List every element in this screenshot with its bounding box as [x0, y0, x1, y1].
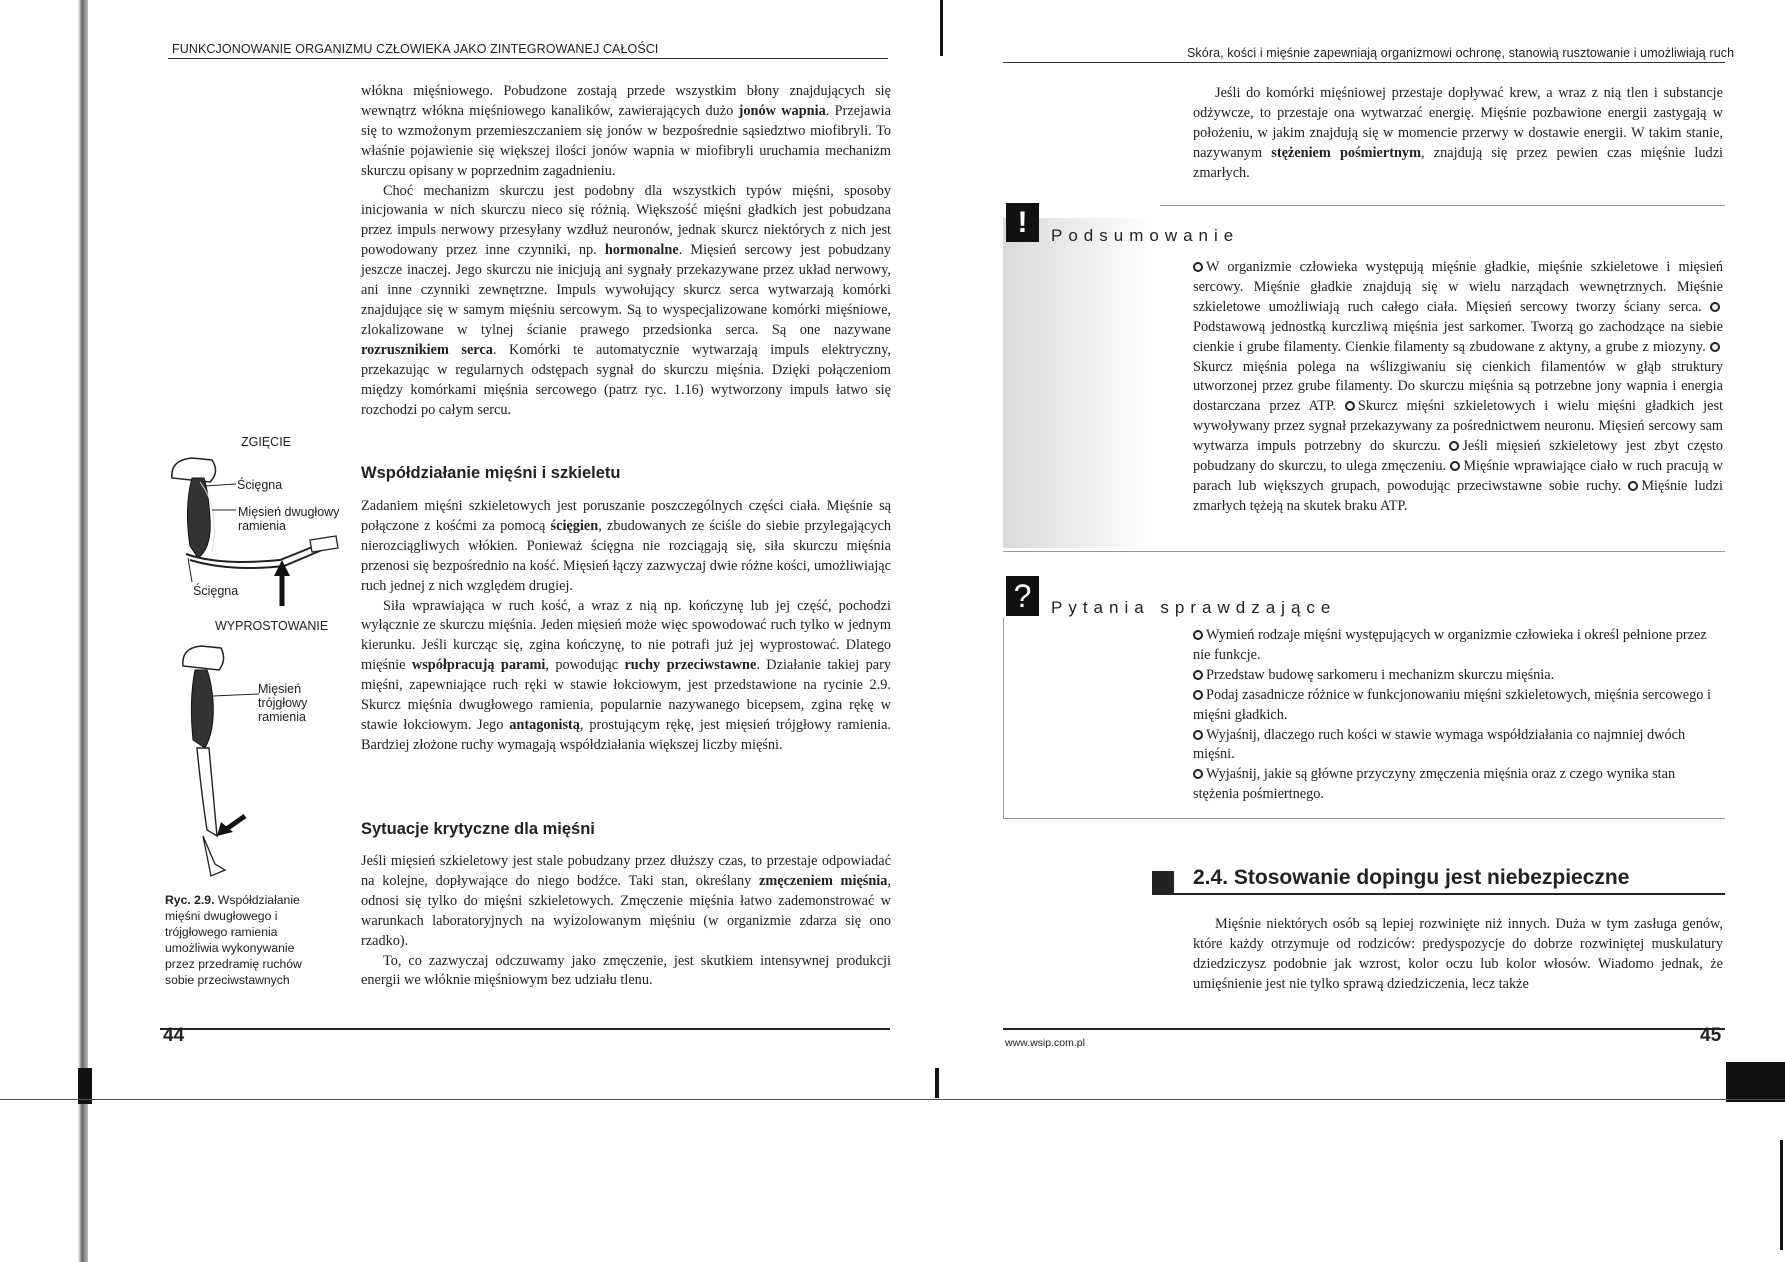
left-footer-rule	[160, 1028, 890, 1030]
question-bullet-icon	[1193, 769, 1203, 779]
section-doping-paragraph: Mięśnie niektórych osób są lepiej rozwinięte niż innych. Duża w tym zasługa genów, które każdy otrzymuje od rodziców: predyspozycje do dobrze rozwiniętej muskulatury dziedziczysz podobnie jak wzrost, kolor oczu lub kolor włosów. Wiadomo jednak, że umięśnienie jest nie tylko sprawą dziedziczenia, lecz także	[1193, 916, 1723, 992]
summary-text: W organizmie człowieka występują mięśnie gładkie, mięśnie szkieletowe i mięsień sercowy. Mięśnie gładkie znajdują się w wielu narządach wewnętrznych. Mięśnie szkieletowe umożliwiają ruch całego ciała. Mięsień sercowy tworzy ściany serca. Podstawową jednostką kurczliwą mięśnia jest sarkomer. Tworzą go zachodzące na siebie cienkie i grube filamenty. Cienkie filamenty są zbudowane z aktyny, a grube z miozyny. Skurcz mięśnia polega na wślizgiwaniu się cienkich filamentów w głąb struktury utworzonej przez grube filamenty. Do skurczu mięśnia są potrzebne jony wapnia i energia dostarczana przez ATP. Skurcz mięśni szkieletowych i wielu mięśni gładkich jest wywoływany przez sygnał przekazywany za pośrednictwem neuronu. Mięsień sercowy sam wytwarza impuls potrzebny do skurczu. Jeśli mięsień szkieletowy jest zbyt często pobudzany do skurczu, to ulega zmęczeniu. Mięśnie wprawiające ciało w ruch pracują w parach lub większych grupach, powodując przeciwstawne sobie ruchy. Mięśnie ludzi zmarłych tężeją na skutek braku ATP.	[1193, 259, 1724, 514]
summary-bullet-icon	[1450, 461, 1460, 471]
question-bullet-icon	[1193, 690, 1203, 700]
summary-title: Podsumowanie	[1051, 226, 1240, 245]
scan-spine-top	[940, 0, 943, 56]
section-title-doping: 2.4. Stosowanie dopingu jest niebezpieczne	[1193, 866, 1630, 889]
question-bullet-icon	[1193, 630, 1203, 640]
figure-label-tendons-top: Ścięgna	[237, 478, 283, 492]
arm-flexion-illustration	[160, 448, 345, 608]
cooperation-paragraph-2: Siła wprawiająca w ruch kość, a wraz z nią np. kończynę lub jej część, pochodzi wyłącznie ze skurczu mięśnia. Jeden mięsień może więc spowodować ruch tylko w jednym kierunku. Jeśli kurcząc się, zgina kończynę, to nie potrafi już jej wyprostować. Dlatego mięśnie współpracują parami, powodując ruchy przeciwstawne. Działanie takiej pary mięśni, zapewniające ruch ręki w stawie łokciowym, jest przedstawione na rycinie 2.9. Skurcz mięśnia dwugłowego ramienia, popularnie nazywanego bicepsem, zgina rękę w stawie łokciowym. Jego antagonistą, prostującym rękę, jest mięsień trójgłowy ramienia. Bardziej złożone ruchy wymagają współdziałania większej liczby mięśni.	[361, 597, 892, 753]
cooperation-paragraph-1: Zadaniem mięśni szkieletowych jest poruszanie poszczególnych części ciała. Mięśnie są połączone z kośćmi za pomocą ścięgien, zbudowanych ze ściśle do siebie przylegających nierozciągliwych włókien. Ponieważ ścięgna nie rozciągają się, siła skurczu mięśnia przenosi się bezpośrednio na kość. Mięsień łączy zazwyczaj dwie różne kości, umożliwiając ruch jednej z nich względem drugiej.	[361, 498, 891, 594]
question-item: Wymień rodzaje mięśni występujących w organizmie człowieka i określ pełnione przez nie funkcje.	[1193, 627, 1707, 663]
right-intro-paragraph: Jeśli do komórki mięśniowej przestaje dopływać krew, a wraz z nią tlen i substancje odżywcze, to przestaje ona wytwarzać energię. Mięśnie pozbawione energii zastygają w położeniu, w jakim znajdują się w momencie przerwy w dostawie energii. W takim stanie, nazywanym stężeniem pośmiertnym, znajdują się przez pewien czas mięśnie ludzi zmarłych.	[1193, 85, 1724, 181]
right-running-header: Skóra, kości i mięśnie zapewniają organizmowi ochronę, stanowią rusztowanie i umożliwiają ruch	[1187, 46, 1735, 60]
figure-label-extension: WYPROSTOWANIE	[215, 619, 329, 633]
summary-bullet-icon	[1449, 441, 1459, 451]
figure-caption: Ryc. 2.9. Współdziałanie mięśni dwugłowego i trójgłowego ramienia umożliwia wykonywanie przez przedramię ruchów sobie przeciwstawnych	[165, 893, 302, 987]
right-header-rule	[1003, 62, 1725, 63]
figure-label-triceps: Mięsień trójgłowy ramienia	[258, 682, 308, 724]
section-title-rule	[1152, 893, 1725, 895]
left-main-column	[361, 82, 891, 420]
right-footer-rule	[1003, 1028, 1725, 1030]
right-page-number: 45	[1700, 1025, 1722, 1046]
question-bullet-icon	[1193, 670, 1203, 680]
left-intro-paragraph: włókna mięśniowego. Pobudzone zostają przede wszystkim błony znajdujących się wewnątrz włókna mięśniowego kanalików, zawierających dużo jonów wapnia. Przejawia się to wzmożonym przemieszczaniem się jonów w bezpośrednie sąsiedztwo miofibryli. To właśnie pojawienie się większej ilości jonów wapnia w miofibryli uruchamia mechanizm skurczu opisany w poprzednim zagadnieniu.	[361, 83, 891, 179]
questions-left-border	[1003, 618, 1004, 818]
scan-spine-bottom	[935, 1068, 939, 1098]
section-square-icon	[1152, 871, 1174, 893]
left-page-number: 44	[163, 1025, 185, 1046]
footer-url: www.wsip.com.pl	[1005, 1037, 1085, 1049]
figure-label-biceps: Mięsień dwugłowy ramienia	[238, 505, 340, 533]
questions-list	[1193, 626, 1723, 805]
summary-bullet-icon	[1628, 481, 1638, 491]
figure-label-tendons-bottom: Ścięgna	[193, 584, 239, 598]
question-item: Wyjaśnij, jakie są główne przyczyny zmęczenia mięśnia oraz z czego wynika stan stężenia pośmiertnego.	[1193, 766, 1676, 803]
figure-label-flexion: ZGIĘCIE	[241, 435, 292, 449]
summary-bottom-rule	[1003, 551, 1725, 552]
question-item: Przedstaw budowę sarkomeru i mechanizm skurczu mięśnia.	[1193, 666, 1723, 686]
questions-title: Pytania sprawdzające	[1051, 598, 1337, 617]
summary-bullet-icon	[1710, 302, 1720, 312]
scan-mark-right-bottom	[1726, 1062, 1785, 1102]
summary-bullet-icon	[1193, 262, 1203, 272]
section-cooperation-body	[361, 497, 891, 756]
question-item: Wyjaśnij, dlaczego ruch kości w stawie wymaga współdziałania co najmniej dwóch mięśni.	[1193, 726, 1686, 763]
section-critical-body	[361, 852, 891, 991]
scan-bottom-line	[0, 1099, 1785, 1100]
critical-paragraph-1: Jeśli mięsień szkieletowy jest stale pobudzany przez dłuższy czas, to przestaje odpowiadać na kolejne, dopływające do niego bodźce. Taki stan, określany zmęczeniem mięśnia, odnosi się tylko do mięśni szkieletowych. Zmęczenie mięśnia łatwo zademonstrować w warunkach laboratoryjnych na wyizolowanym mięśniu (w organizmie zdarza się ono rzadko).	[361, 853, 891, 949]
section-title-critical: Sytuacje krytyczne dla mięśni	[361, 820, 595, 838]
summary-box-shade	[1003, 218, 1153, 548]
left-smooth-muscle-paragraph: Choć mechanizm skurczu jest podobny dla wszystkich typów mięśni, sposoby inicjowania w nich skurczu nieco się różnią. Większość mięśni gładkich jest pobudzana przez impuls nerwowy przesyłany wzdłuż neuronów, jednak skurcz niektórych z nich jest powodowany przez inne czynniki, np. hormonalne. Mięsień sercowy jest pobudzany jeszcze inaczej. Jego skurczu nie inicjują ani sygnały przekazywane przez układ nerwowy, ani inne czynniki zewnętrzne. Impuls wywołujący skurcz serca wytwarzają komórki znajdujące się w samym mięśniu sercowym. Są to wyspecjalizowane komórki mięśniowe, zlokalizowane w tylnej ścianie prawego przedsionka serca. Są one nazywane rozrusznikiem serca. Komórki te automatycznie wytwarzają impuls elektryczny, przekazując w regularnych odstępach sygnał do skurczu mięśnia. Dzięki połączeniom między komórkami mięśnia sercowego (patrz ryc. 1.16) wytworzony impuls łatwo się rozchodzi po całym sercu.	[361, 182, 891, 418]
questions-question-icon: ?	[1006, 576, 1039, 616]
left-header-rule	[168, 58, 888, 59]
question-item: Podaj zasadnicze różnice w funkcjonowaniu mięśni szkieletowych, mięśnia sercowego i mięśni gładkich.	[1193, 686, 1711, 723]
summary-bullet-icon	[1710, 342, 1720, 352]
summary-exclamation-icon: !	[1006, 203, 1039, 242]
question-bullet-icon	[1193, 730, 1203, 740]
critical-paragraph-2: To, co zazwyczaj odczuwamy jako zmęczenie, jest skutkiem intensywnej produkcji energii we włóknie mięśniowym bez udziału tlenu.	[361, 952, 891, 989]
questions-bottom-rule	[1003, 818, 1725, 819]
summary-bullet-icon	[1345, 401, 1355, 411]
summary-top-rule	[1160, 205, 1725, 206]
left-running-header: FUNKCJONOWANIE ORGANIZMU CZŁOWIEKA JAKO ZINTEGROWANEJ CAŁOŚCI	[172, 42, 659, 56]
arm-extension-illustration	[175, 640, 275, 880]
scan-edge-right	[1780, 1140, 1783, 1250]
section-title-cooperation: Współdziałanie mięśni i szkieletu	[361, 464, 621, 482]
